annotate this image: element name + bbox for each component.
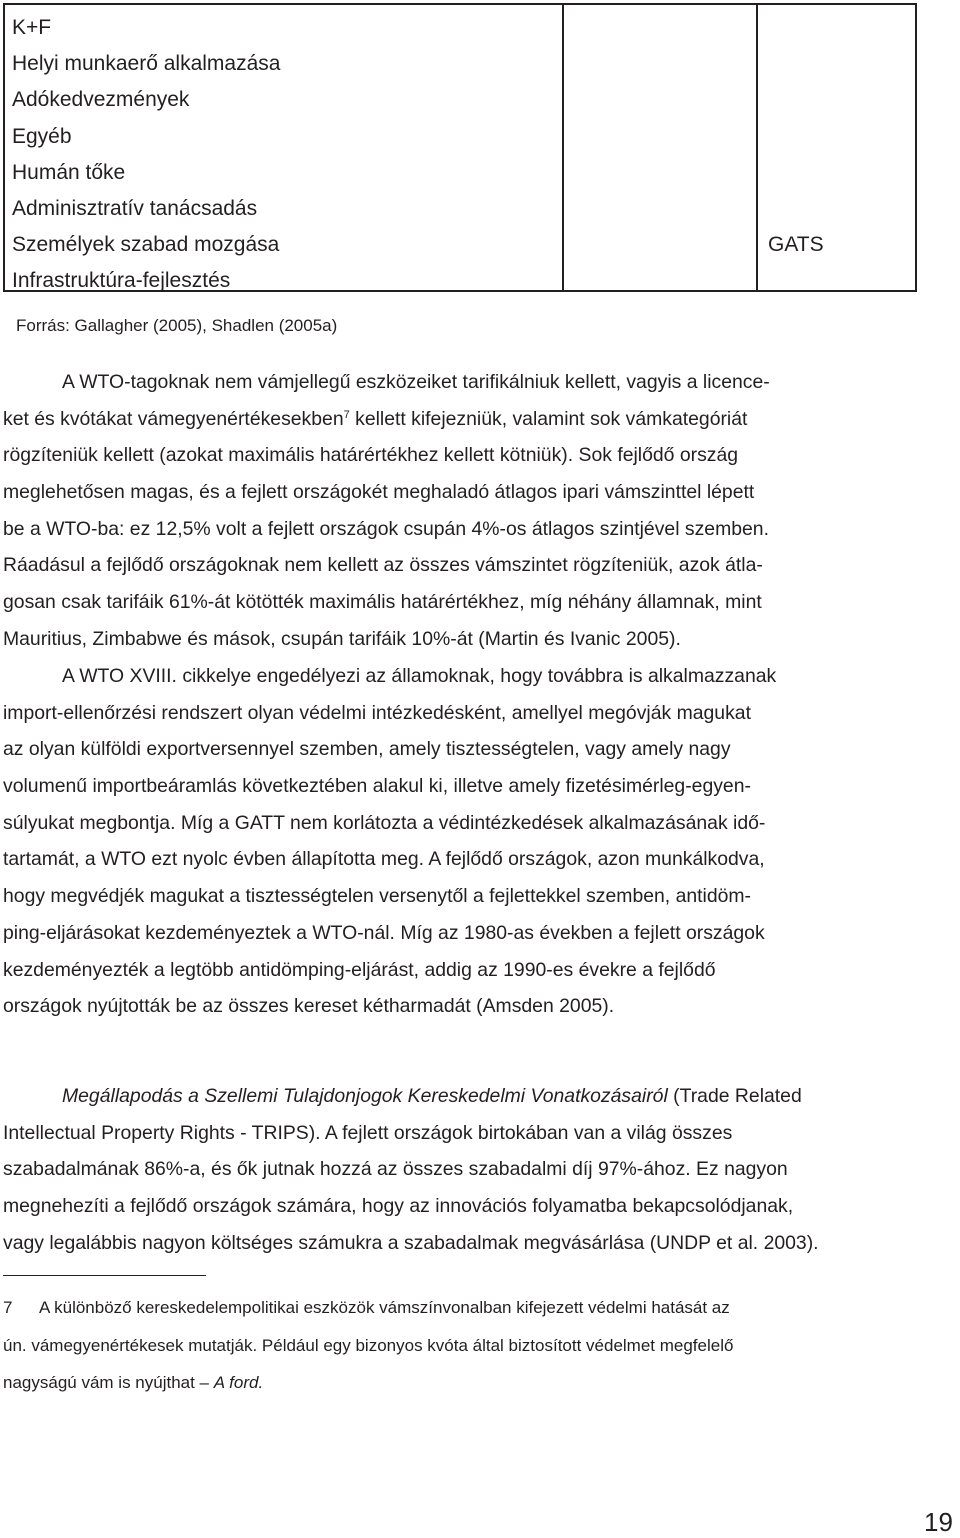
text-line: import-ellenőrzési rendszert olyan védelmi intézkedésként, amellyel megóvják magukat bbox=[3, 701, 751, 724]
text-line: hogy megvédjék magukat a tisztességtelen versenytől a fejlettekkel szemben, antidöm- bbox=[3, 885, 752, 908]
translator-note: A ford. bbox=[213, 1373, 264, 1392]
footnote-number: 7 bbox=[3, 1298, 13, 1317]
text-segment: rögzíteniük kellett (azokat maximális határértékhez kellett kötniük). bbox=[3, 444, 574, 467]
text-line: súlyukat megbontja. Míg a GATT nem korlátozta a védintézkedések alkalmazásának idő- bbox=[3, 811, 766, 834]
table-first-column bbox=[12, 10, 280, 300]
text-line: ping-eljárásokat kezdeményeztek a WTO-nál. Míg az 1980-as években a fejlett országok bbox=[3, 921, 765, 944]
footnote-ref: 7 bbox=[343, 408, 350, 421]
table-row: K+F bbox=[12, 16, 52, 39]
table-row: Humán tőke bbox=[12, 160, 126, 184]
footnote bbox=[3, 1289, 903, 1402]
text-line: vagy legalábbis nagyon költséges számukra a szabadalmak megvásárlása (UNDP et al. 2003). bbox=[3, 1231, 819, 1254]
table-row: Adminisztratív tanácsadás bbox=[12, 197, 258, 221]
text-line: A WTO-tagoknak nem vámjellegű eszközeiket tarifikálniuk kellett, vagyis a licence- bbox=[62, 371, 770, 393]
footnote-rule bbox=[3, 1275, 206, 1276]
text-line bbox=[3, 1078, 903, 1115]
agreement-title: Megállapodás a Szellemi Tulajdonjogok Kereskedelmi Vonatkozásairól bbox=[62, 1085, 668, 1107]
paragraph-2 bbox=[3, 658, 903, 1025]
table-row: Személyek szabad mozgása bbox=[12, 233, 280, 257]
text-segment: (Trade Related bbox=[667, 1085, 802, 1107]
table-divider-2 bbox=[756, 5, 758, 290]
measures-table bbox=[3, 3, 917, 292]
text-line: megnehezíti a fejlődő országok számára, hogy az innovációs folyamatba bekapcsolódjanak, bbox=[3, 1195, 794, 1218]
table-source: Forrás: Gallagher (2005), Shadlen (2005a) bbox=[16, 316, 338, 335]
text-segment: ket és kvótákat vámegyenértékesekben bbox=[3, 407, 344, 430]
text-line: Mauritius, Zimbabwe és mások, csupán tarifáik 10%-át (Martin és Ivanic 2005). bbox=[3, 627, 681, 650]
text-line: Ráadásul a fejlődő országoknak nem kellett az összes vámszintet rögzíteniük, azok átla- bbox=[3, 554, 763, 577]
text-line: volumenű importbeáramlás következtében alakul ki, illetve amely fizetésimérleg-egyen- bbox=[3, 775, 751, 798]
text-line: tartamát, a WTO ezt nyolc évben állapította meg. A fejlődő országok, azon munkálkodva, bbox=[3, 848, 765, 871]
text-line: országok nyújtották be az összes kereset kétharmadát (Amsden 2005). bbox=[3, 995, 615, 1018]
page-number: 19 bbox=[924, 1507, 953, 1537]
text-line: Intellectual Property Rights - TRIPS). A fejlett országok birtokában van a világ összes bbox=[3, 1121, 733, 1144]
table-divider-1 bbox=[562, 5, 564, 290]
text-segment: A WTO XVIII. bbox=[62, 665, 177, 687]
gats-label: GATS bbox=[768, 233, 824, 256]
footnote-line bbox=[3, 1289, 903, 1327]
text-line: szabadalmának 86%-a, és ők jutnak hozzá az összes szabadalmi díj 97%-ához. Ez nagyon bbox=[3, 1158, 788, 1181]
text-line bbox=[3, 401, 903, 438]
text-line: be a WTO-ba: ez 12,5% volt a fejlett országok csupán 4%-os átlagos szintjével szemben. bbox=[3, 517, 769, 540]
text-segment: A különböző kereskedelempolitikai eszközök vámszínvonalban kifejezett védelmi hatását az bbox=[39, 1298, 730, 1317]
text-segment: nagyságú vám is nyújthat – bbox=[3, 1373, 214, 1392]
text-segment: cikkelye engedélyezi az államoknak, hogy továbbra is alkalmazzanak bbox=[176, 665, 777, 687]
text-line: gosan csak tarifáik 61%-át kötötték maximális határértékhez, míg néhány államnak, mint bbox=[3, 591, 762, 614]
text-line: kezdeményezték a legtöbb antidömping-eljárást, addig az 1990-es évekre a fejlődő bbox=[3, 958, 716, 981]
paragraph-1 bbox=[3, 364, 903, 658]
footnote-line: ún. vámegyenértékesek mutatják. Például egy bizonyos kvóta által biztosított védelmet megfelelő bbox=[3, 1335, 734, 1355]
table-row: Adókedvezmények bbox=[12, 88, 190, 112]
text-line bbox=[3, 437, 903, 474]
paragraph-3 bbox=[3, 1078, 903, 1261]
text-line: az olyan külföldi exportversennyel szemben, amely tisztességtelen, vagy amely nagy bbox=[3, 738, 731, 761]
text-line bbox=[3, 658, 903, 695]
footnote-line bbox=[3, 1364, 903, 1402]
text-segment: kellett kifejezniük, valamint sok vámkategóriát bbox=[349, 407, 748, 430]
table-row: Egyéb bbox=[12, 124, 72, 148]
table-row: Helyi munkaerő alkalmazása bbox=[12, 52, 281, 76]
table-row: Infrastruktúra-fejlesztés bbox=[12, 269, 231, 293]
text-segment: Sok fejlődő ország bbox=[573, 444, 739, 467]
text-line: meglehetősen magas, és a fejlett országokét meghaladó átlagos ipari vámszinttel lépett bbox=[3, 481, 755, 504]
